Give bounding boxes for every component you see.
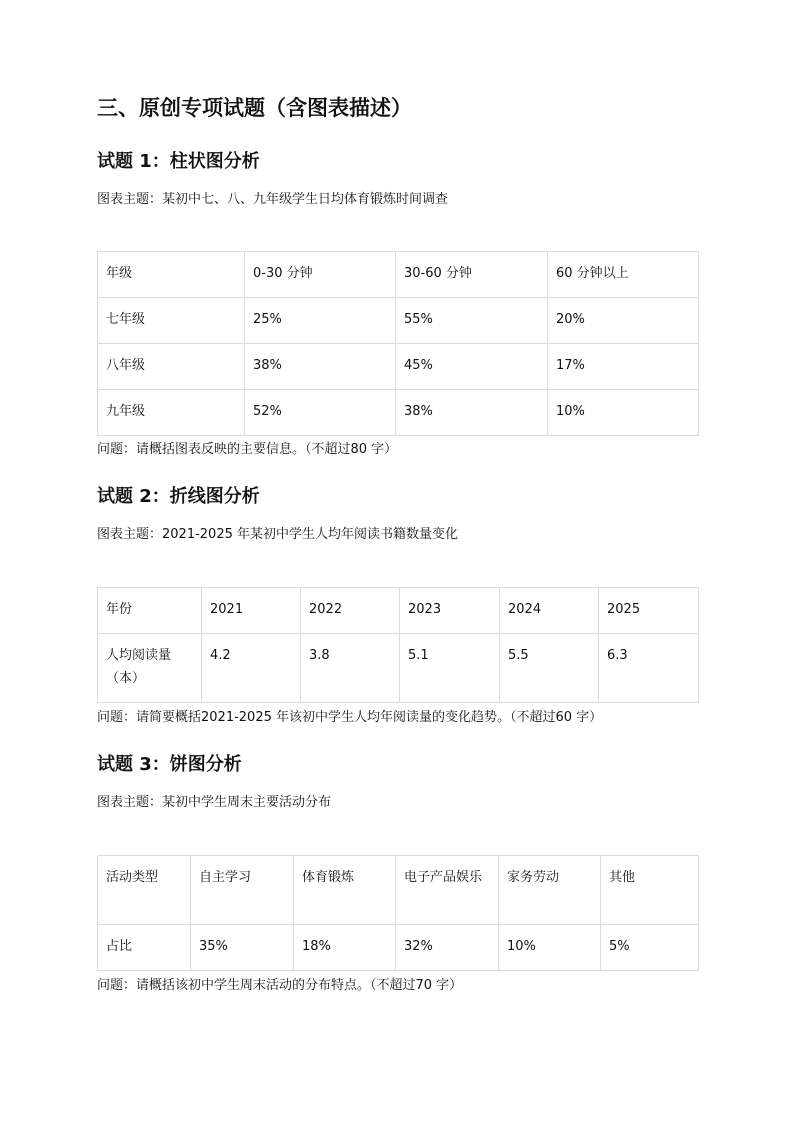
table-header-cell: 2021 — [202, 588, 301, 634]
table-cell: 45% — [396, 344, 548, 390]
table-header-cell: 0-30 分钟 — [245, 252, 396, 298]
q3-question: 问题：请概括该初中学生周末活动的分布特点。（不超过70 字） — [97, 978, 463, 993]
q2-question: 问题：请简要概括2021-2025 年该初中学生人均年阅读量的变化趋势。（不超过60 字） — [97, 710, 603, 725]
table-header-row — [98, 588, 699, 634]
table-cell: 38% — [396, 390, 548, 436]
table-row — [98, 344, 699, 390]
section-heading: 三、原创专项试题（含图表描述） — [97, 96, 412, 120]
table-cell: 55% — [396, 298, 548, 344]
table-header-cell: 其他 — [601, 856, 699, 925]
table-cell: 5.1 — [400, 634, 500, 703]
table-header-cell: 体育锻炼 — [294, 856, 396, 925]
table-row — [98, 298, 699, 344]
q3-topic: 图表主题：某初中学生周末主要活动分布 — [97, 795, 332, 810]
table-header-cell: 60 分钟以上 — [548, 252, 699, 298]
q1-question: 问题：请概括图表反映的主要信息。（不超过80 字） — [97, 442, 398, 457]
table-header-row — [98, 252, 699, 298]
table-cell: 32% — [396, 925, 499, 971]
table-header-cell: 活动类型 — [98, 856, 191, 925]
table-cell: 人均阅读量（本） — [98, 634, 202, 703]
table-cell: 八年级 — [98, 344, 245, 390]
q2-topic: 图表主题：2021-2025 年某初中学生人均年阅读书籍数量变化 — [97, 527, 458, 542]
table-cell: 17% — [548, 344, 699, 390]
table-cell: 10% — [499, 925, 601, 971]
table-cell: 25% — [245, 298, 396, 344]
q2-title: 试题 2：折线图分析 — [97, 486, 260, 507]
table-cell: 10% — [548, 390, 699, 436]
table-header-cell: 年份 — [98, 588, 202, 634]
table-cell: 3.8 — [301, 634, 400, 703]
q2-table — [97, 587, 699, 703]
table-header-cell: 自主学习 — [191, 856, 294, 925]
table-cell: 5% — [601, 925, 699, 971]
table-cell: 九年级 — [98, 390, 245, 436]
table-header-cell: 家务劳动 — [499, 856, 601, 925]
q1-table — [97, 251, 699, 436]
q3-title: 试题 3：饼图分析 — [97, 754, 242, 775]
table-cell: 38% — [245, 344, 396, 390]
table-cell: 52% — [245, 390, 396, 436]
table-cell: 七年级 — [98, 298, 245, 344]
table-cell: 20% — [548, 298, 699, 344]
table-header-cell: 2024 — [500, 588, 599, 634]
q1-title: 试题 1：柱状图分析 — [97, 151, 260, 172]
table-row — [98, 925, 699, 971]
table-cell: 18% — [294, 925, 396, 971]
table-header-row — [98, 856, 699, 925]
table-header-cell: 2023 — [400, 588, 500, 634]
table-header-cell: 电子产品娱乐 — [396, 856, 499, 925]
table-header-cell: 2025 — [599, 588, 699, 634]
table-cell: 4.2 — [202, 634, 301, 703]
q3-table — [97, 855, 699, 971]
table-cell: 5.5 — [500, 634, 599, 703]
table-cell: 35% — [191, 925, 294, 971]
table-header-cell: 30-60 分钟 — [396, 252, 548, 298]
table-cell: 占比 — [98, 925, 191, 971]
table-row — [98, 634, 699, 703]
table-cell: 6.3 — [599, 634, 699, 703]
q1-topic: 图表主题：某初中七、八、九年级学生日均体育锻炼时间调查 — [97, 192, 449, 207]
table-header-cell: 2022 — [301, 588, 400, 634]
table-header-cell: 年级 — [98, 252, 245, 298]
table-row — [98, 390, 699, 436]
